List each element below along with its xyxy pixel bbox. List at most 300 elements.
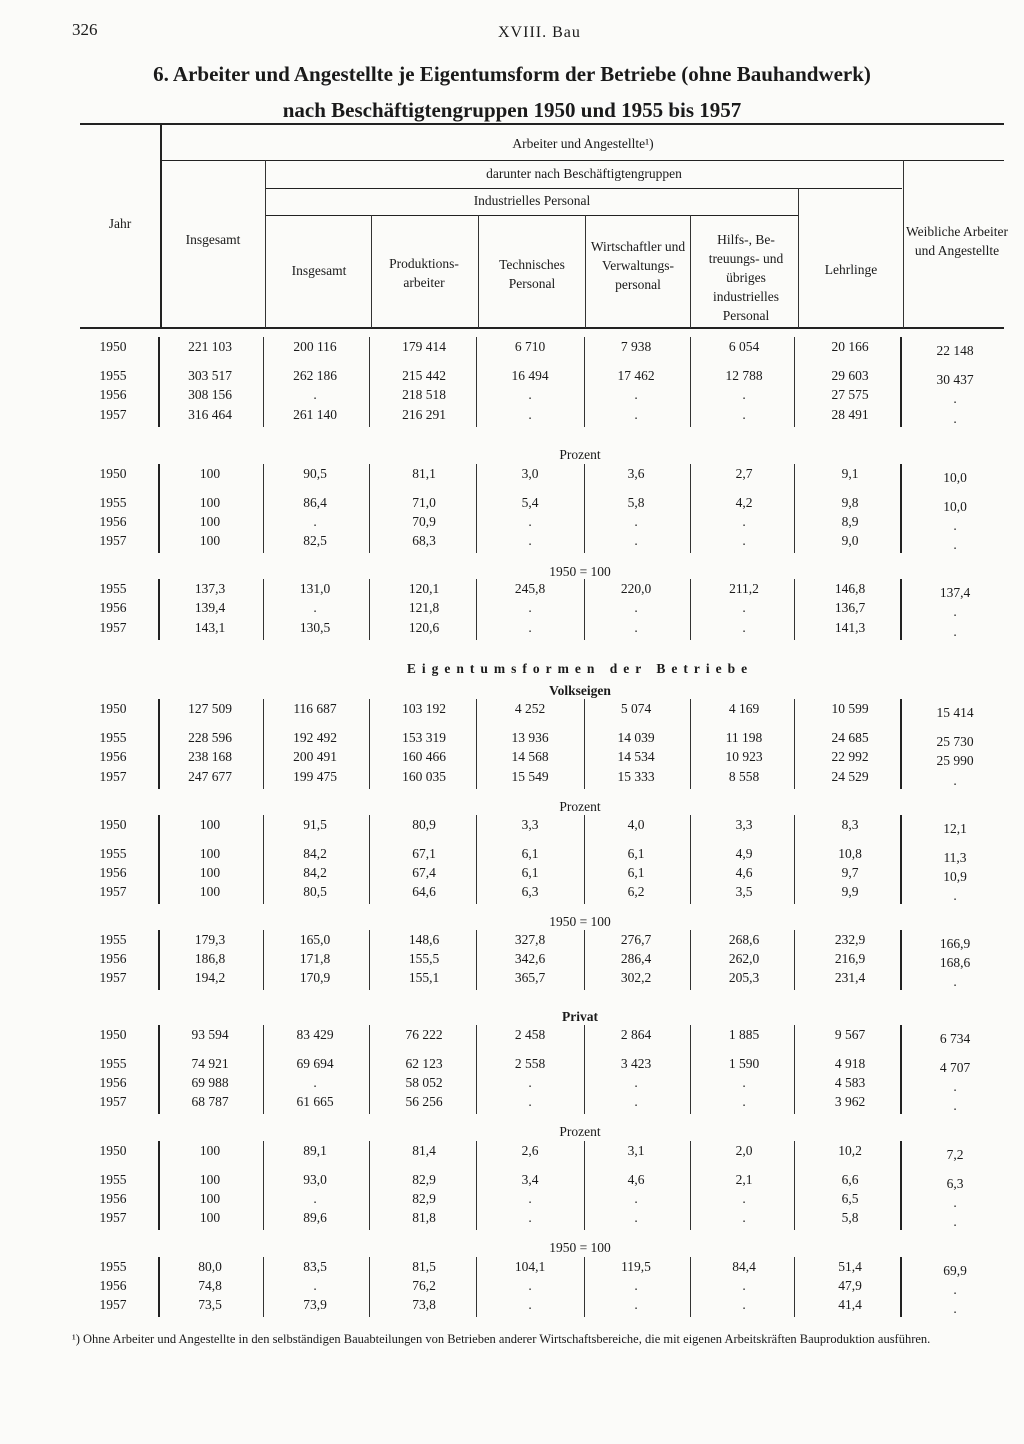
table-cell: 221 103 bbox=[188, 339, 232, 354]
table-cell: 4,6 bbox=[627, 1172, 645, 1187]
table-cell: 100 bbox=[199, 846, 221, 861]
table-cell: 9,1 bbox=[841, 466, 859, 481]
column-divider bbox=[794, 1257, 795, 1317]
table-cell: 10,9 bbox=[943, 869, 967, 884]
table-cell: . bbox=[528, 533, 532, 548]
table-cell: 100 bbox=[199, 817, 221, 832]
column-divider bbox=[263, 1141, 264, 1230]
table-cell: 286,4 bbox=[620, 951, 652, 966]
table-cell: . bbox=[634, 533, 638, 548]
table-cell: . bbox=[953, 624, 957, 639]
table-cell: 171,8 bbox=[299, 951, 331, 966]
table-cell: 6,3 bbox=[521, 884, 539, 899]
table-cell: 3,1 bbox=[627, 1143, 645, 1158]
section-label: Prozent bbox=[559, 447, 601, 462]
table-cell: 127 509 bbox=[188, 701, 232, 716]
column-divider bbox=[476, 930, 477, 990]
table-cell: 9 567 bbox=[834, 1027, 866, 1042]
column-divider bbox=[158, 1257, 160, 1317]
table-cell: 28 491 bbox=[831, 407, 869, 422]
table-cell: 15 414 bbox=[936, 705, 974, 720]
table-cell: 8,9 bbox=[841, 514, 859, 529]
row-year: 1955 bbox=[99, 581, 127, 596]
page-number: 326 bbox=[72, 20, 98, 39]
table-cell: 89,6 bbox=[303, 1210, 327, 1225]
table-cell: . bbox=[634, 1297, 638, 1312]
row-year: 1957 bbox=[99, 884, 127, 899]
table-cell: 247 677 bbox=[188, 769, 232, 784]
table-cell: . bbox=[742, 1297, 746, 1312]
ownership-heading: Eigentumsformen der Betriebe bbox=[406, 661, 754, 676]
header-group: Arbeiter und Angestellte¹) bbox=[512, 136, 654, 151]
column-divider bbox=[900, 815, 902, 904]
table-cell: 218 518 bbox=[402, 387, 446, 402]
table-cell: 168,6 bbox=[939, 955, 971, 970]
table-cell: 30 437 bbox=[936, 372, 974, 387]
row-year: 1957 bbox=[99, 407, 127, 422]
table-cell: . bbox=[953, 1301, 957, 1316]
table-cell: . bbox=[953, 537, 957, 552]
table-cell: . bbox=[528, 1297, 532, 1312]
table-cell: . bbox=[953, 1079, 957, 1094]
table-cell: 51,4 bbox=[838, 1259, 862, 1274]
table-cell: 14 534 bbox=[617, 749, 655, 764]
column-divider bbox=[263, 579, 264, 640]
table-cell: 186,8 bbox=[194, 951, 226, 966]
table-cell: 24 529 bbox=[831, 769, 869, 784]
row-year: 1955 bbox=[99, 368, 127, 383]
table-cell: 120,6 bbox=[408, 620, 440, 635]
table-cell: 194,2 bbox=[194, 970, 226, 985]
column-divider bbox=[900, 1141, 902, 1230]
table-cell: 6 734 bbox=[939, 1031, 971, 1046]
table-cell: 4,2 bbox=[735, 495, 753, 510]
table-cell: 245,8 bbox=[514, 581, 546, 596]
table-cell: 165,0 bbox=[299, 932, 331, 947]
header-lehrlinge: Lehrlinge bbox=[824, 262, 878, 277]
table-cell: 84,2 bbox=[303, 865, 327, 880]
table-cell: 166,9 bbox=[939, 936, 971, 951]
table-cell: 89,1 bbox=[303, 1143, 327, 1158]
table-cell: 216,9 bbox=[834, 951, 866, 966]
table-cell: 261 140 bbox=[293, 407, 337, 422]
table-cell: 276,7 bbox=[620, 932, 652, 947]
table-cell: 120,1 bbox=[408, 581, 440, 596]
table-cell: 7,2 bbox=[946, 1147, 964, 1162]
table-cell: 9,7 bbox=[841, 865, 859, 880]
table-cell: . bbox=[953, 518, 957, 533]
column-divider bbox=[794, 1025, 795, 1114]
column-divider bbox=[584, 337, 585, 427]
table-cell: . bbox=[634, 1191, 638, 1206]
table-cell: 2,0 bbox=[735, 1143, 753, 1158]
table-cell: 100 bbox=[199, 1210, 221, 1225]
table-cell: 200 491 bbox=[293, 749, 337, 764]
table-cell: 25 990 bbox=[936, 753, 974, 768]
table-cell: 6 054 bbox=[728, 339, 760, 354]
table-cell: 10 599 bbox=[831, 701, 869, 716]
table-cell: 2,1 bbox=[735, 1172, 753, 1187]
hdr-vline-2 bbox=[265, 160, 266, 328]
table-cell: . bbox=[953, 1195, 957, 1210]
column-divider bbox=[690, 930, 691, 990]
column-divider bbox=[476, 1257, 477, 1317]
table-cell: . bbox=[742, 1094, 746, 1109]
table-cell: 155,1 bbox=[408, 970, 440, 985]
hdr-vline-1 bbox=[160, 125, 162, 329]
table-cell: 179 414 bbox=[402, 339, 446, 354]
column-divider bbox=[476, 815, 477, 904]
table-cell: 100 bbox=[199, 514, 221, 529]
table-cell: 170,9 bbox=[299, 970, 331, 985]
column-divider bbox=[263, 464, 264, 553]
table-cell: 69 988 bbox=[191, 1075, 229, 1090]
table-cell: 86,4 bbox=[303, 495, 327, 510]
column-divider bbox=[900, 699, 902, 789]
table-cell: 91,5 bbox=[303, 817, 327, 832]
table-cell: 100 bbox=[199, 884, 221, 899]
table-cell: 136,7 bbox=[834, 600, 866, 615]
table-cell: 76 222 bbox=[405, 1027, 443, 1042]
table-cell: 24 685 bbox=[831, 730, 869, 745]
header-industriell: Industrielles Personal bbox=[473, 193, 591, 208]
table-cell: 6,1 bbox=[521, 865, 539, 880]
column-divider bbox=[690, 337, 691, 427]
table-cell: 155,5 bbox=[408, 951, 440, 966]
table-cell: 64,6 bbox=[412, 884, 436, 899]
table-cell: . bbox=[528, 1210, 532, 1225]
table-cell: 67,1 bbox=[412, 846, 436, 861]
column-divider bbox=[584, 1257, 585, 1317]
table-cell: . bbox=[953, 888, 957, 903]
column-divider bbox=[794, 337, 795, 427]
table-cell: . bbox=[528, 387, 532, 402]
table-cell: 220,0 bbox=[620, 581, 652, 596]
table-cell: 80,9 bbox=[412, 817, 436, 832]
table-cell: 2,6 bbox=[521, 1143, 539, 1158]
column-divider bbox=[690, 464, 691, 553]
table-cell: 231,4 bbox=[834, 970, 866, 985]
table-cell: 100 bbox=[199, 1143, 221, 1158]
table-cell: . bbox=[313, 387, 317, 402]
top-rule bbox=[80, 123, 1004, 125]
table-cell: 199 475 bbox=[293, 769, 337, 784]
column-divider bbox=[584, 1141, 585, 1230]
table-cell: 119,5 bbox=[621, 1259, 651, 1274]
table-cell: . bbox=[742, 514, 746, 529]
table-cell: 3,3 bbox=[735, 817, 753, 832]
table-cell: 10,2 bbox=[838, 1143, 862, 1158]
table-cell: . bbox=[313, 1278, 317, 1293]
table-cell: 82,9 bbox=[412, 1172, 436, 1187]
table-cell: . bbox=[528, 1278, 532, 1293]
table-cell: . bbox=[528, 620, 532, 635]
table-title-line2: nach Beschäftigtengruppen 1950 und 1955 bis 1957 bbox=[282, 98, 742, 122]
column-divider bbox=[584, 464, 585, 553]
table-cell: 100 bbox=[199, 495, 221, 510]
table-cell: 5,8 bbox=[841, 1210, 859, 1225]
table-cell: . bbox=[313, 600, 317, 615]
table-cell: . bbox=[634, 1210, 638, 1225]
column-divider bbox=[794, 815, 795, 904]
table-cell: 121,8 bbox=[408, 600, 440, 615]
row-year: 1957 bbox=[99, 970, 127, 985]
column-divider bbox=[690, 1257, 691, 1317]
column-divider bbox=[584, 579, 585, 640]
table-cell: 68 787 bbox=[191, 1094, 229, 1109]
column-divider bbox=[369, 699, 370, 789]
table-cell: . bbox=[313, 1191, 317, 1206]
table-cell: . bbox=[742, 387, 746, 402]
row-year: 1955 bbox=[99, 730, 127, 745]
table-cell: 10,8 bbox=[838, 846, 862, 861]
table-cell: 160 466 bbox=[402, 749, 446, 764]
header-produktion: Produktions- arbeiter bbox=[389, 256, 459, 290]
table-cell: 131,0 bbox=[299, 581, 331, 596]
section-label: Prozent bbox=[559, 799, 601, 814]
header-jahr: Jahr bbox=[108, 216, 132, 231]
table-cell: 70,9 bbox=[412, 514, 436, 529]
column-divider bbox=[584, 699, 585, 789]
hdr-vline-3 bbox=[371, 215, 372, 328]
column-divider bbox=[900, 1025, 902, 1114]
column-divider bbox=[369, 1141, 370, 1230]
table-cell: 6,2 bbox=[627, 884, 645, 899]
hdr-vline-5 bbox=[585, 215, 586, 328]
header-bottom-rule bbox=[80, 327, 1004, 329]
table-cell: 73,5 bbox=[198, 1297, 222, 1312]
table-cell: 228 596 bbox=[188, 730, 232, 745]
chapter-title: XVIII. Bau bbox=[498, 24, 581, 41]
table-cell: 74 921 bbox=[191, 1056, 229, 1071]
column-divider bbox=[263, 930, 264, 990]
column-divider bbox=[476, 337, 477, 427]
column-divider bbox=[476, 1025, 477, 1114]
table-cell: 81,1 bbox=[412, 466, 436, 481]
table-cell: 302,2 bbox=[620, 970, 652, 985]
header-insgesamt: Insgesamt bbox=[185, 232, 241, 247]
row-year: 1955 bbox=[99, 846, 127, 861]
table-cell: 2 458 bbox=[514, 1027, 546, 1042]
row-year: 1957 bbox=[99, 1210, 127, 1225]
section-label: Volkseigen bbox=[549, 683, 611, 698]
row-year: 1955 bbox=[99, 1172, 127, 1187]
hdr-vline-4 bbox=[478, 215, 479, 328]
table-cell: 104,1 bbox=[514, 1259, 546, 1274]
table-cell: 47,9 bbox=[838, 1278, 862, 1293]
table-cell: 137,3 bbox=[194, 581, 226, 596]
row-year: 1956 bbox=[99, 600, 127, 615]
table-cell: 14 568 bbox=[511, 749, 549, 764]
table-cell: 84,4 bbox=[732, 1259, 756, 1274]
column-divider bbox=[158, 579, 160, 640]
rule-industriell bbox=[266, 215, 798, 216]
table-cell: 4 169 bbox=[728, 701, 760, 716]
column-divider bbox=[584, 1025, 585, 1114]
row-year: 1957 bbox=[99, 769, 127, 784]
table-cell: 3,4 bbox=[521, 1172, 539, 1187]
table-cell: 5,8 bbox=[627, 495, 645, 510]
column-divider bbox=[794, 930, 795, 990]
table-title-line1: 6. Arbeiter und Angestellte je Eigentumsform der Betriebe (ohne Bauhandwerk) bbox=[153, 62, 871, 86]
rule-group bbox=[162, 160, 1004, 161]
table-cell: 3,3 bbox=[521, 817, 539, 832]
row-year: 1957 bbox=[99, 533, 127, 548]
column-divider bbox=[690, 815, 691, 904]
table-cell: . bbox=[742, 533, 746, 548]
table-cell: 29 603 bbox=[831, 368, 869, 383]
table-cell: 76,2 bbox=[412, 1278, 436, 1293]
table-cell: 6 710 bbox=[514, 339, 546, 354]
table-cell: 4,9 bbox=[735, 846, 753, 861]
table-cell: 3,0 bbox=[521, 466, 539, 481]
table-cell: 13 936 bbox=[511, 730, 549, 745]
table-cell: 14 039 bbox=[617, 730, 655, 745]
table-cell: 8 558 bbox=[728, 769, 760, 784]
column-divider bbox=[690, 1025, 691, 1114]
hdr-vline-8 bbox=[903, 160, 904, 328]
row-year: 1956 bbox=[99, 1191, 127, 1206]
table-cell: 211,2 bbox=[729, 581, 759, 596]
table-cell: 6,3 bbox=[946, 1176, 964, 1191]
row-year: 1955 bbox=[99, 495, 127, 510]
table-cell: 90,5 bbox=[303, 466, 327, 481]
table-cell: 4 252 bbox=[514, 701, 546, 716]
table-cell: 6,1 bbox=[521, 846, 539, 861]
table-cell: 2 864 bbox=[620, 1027, 652, 1042]
row-year: 1955 bbox=[99, 1056, 127, 1071]
row-year: 1956 bbox=[99, 865, 127, 880]
table-cell: . bbox=[742, 620, 746, 635]
table-cell: . bbox=[742, 600, 746, 615]
table-cell: . bbox=[634, 387, 638, 402]
table-cell: 16 494 bbox=[511, 368, 549, 383]
table-cell: . bbox=[313, 514, 317, 529]
table-cell: 74,8 bbox=[198, 1278, 222, 1293]
table-cell: 262,0 bbox=[728, 951, 760, 966]
table-cell: 15 549 bbox=[511, 769, 549, 784]
row-year: 1950 bbox=[99, 339, 127, 354]
column-divider bbox=[158, 464, 160, 553]
table-cell: 22 992 bbox=[831, 749, 869, 764]
table-cell: 58 052 bbox=[405, 1075, 443, 1090]
table-cell: 93,0 bbox=[303, 1172, 327, 1187]
table-cell: 215 442 bbox=[402, 368, 446, 383]
column-divider bbox=[369, 1025, 370, 1114]
table-cell: . bbox=[742, 1075, 746, 1090]
table-cell: . bbox=[634, 600, 638, 615]
header-hilfs: Hilfs-, Be- treuungs- und übriges industrielles Personal bbox=[708, 232, 784, 323]
table-cell: 81,5 bbox=[412, 1259, 436, 1274]
row-year: 1950 bbox=[99, 701, 127, 716]
table-cell: 6,1 bbox=[627, 846, 645, 861]
table-cell: 327,8 bbox=[514, 932, 546, 947]
table-cell: 2,7 bbox=[735, 466, 753, 481]
table-cell: 130,5 bbox=[299, 620, 331, 635]
column-divider bbox=[158, 930, 160, 990]
table-cell: 316 464 bbox=[188, 407, 232, 422]
table-cell: 200 116 bbox=[293, 339, 337, 354]
table-cell: . bbox=[742, 1210, 746, 1225]
table-cell: 67,4 bbox=[412, 865, 436, 880]
column-divider bbox=[690, 579, 691, 640]
row-year: 1955 bbox=[99, 932, 127, 947]
table-cell: . bbox=[634, 1075, 638, 1090]
column-divider bbox=[794, 1141, 795, 1230]
table-cell: 116 687 bbox=[293, 701, 337, 716]
table-cell: 4,6 bbox=[735, 865, 753, 880]
table-cell: 93 594 bbox=[191, 1027, 229, 1042]
table-cell: . bbox=[528, 1191, 532, 1206]
table-cell: 262 186 bbox=[293, 368, 337, 383]
table-cell: 3 962 bbox=[834, 1094, 866, 1109]
table-cell: 205,3 bbox=[728, 970, 760, 985]
table-cell: 2 558 bbox=[514, 1056, 546, 1071]
table-cell: . bbox=[742, 407, 746, 422]
row-year: 1950 bbox=[99, 1143, 127, 1158]
table-cell: 9,0 bbox=[841, 533, 859, 548]
table-cell: 160 035 bbox=[402, 769, 446, 784]
table-cell: . bbox=[528, 1075, 532, 1090]
column-divider bbox=[900, 930, 902, 990]
row-year: 1956 bbox=[99, 1075, 127, 1090]
table-cell: . bbox=[953, 1282, 957, 1297]
table-cell: 71,0 bbox=[412, 495, 436, 510]
table-cell: 141,3 bbox=[834, 620, 866, 635]
section-label: Privat bbox=[562, 1009, 598, 1024]
table-cell: . bbox=[953, 1098, 957, 1113]
row-year: 1957 bbox=[99, 620, 127, 635]
header-ind-insgesamt: Insgesamt bbox=[291, 263, 347, 278]
table-cell: 80,5 bbox=[303, 884, 327, 899]
table-cell: 4 918 bbox=[834, 1056, 866, 1071]
table-cell: . bbox=[634, 407, 638, 422]
hdr-vline-6 bbox=[690, 215, 691, 328]
table-cell: 342,6 bbox=[514, 951, 546, 966]
table-cell: . bbox=[634, 1094, 638, 1109]
section-label: 1950 = 100 bbox=[549, 1240, 611, 1255]
column-divider bbox=[158, 1141, 160, 1230]
column-divider bbox=[794, 699, 795, 789]
table-cell: 11 198 bbox=[725, 730, 763, 745]
table-cell: . bbox=[528, 600, 532, 615]
column-divider bbox=[158, 337, 160, 427]
table-cell: 82,9 bbox=[412, 1191, 436, 1206]
table-cell: 139,4 bbox=[194, 600, 226, 615]
table-cell: . bbox=[742, 1191, 746, 1206]
table-cell: . bbox=[313, 1075, 317, 1090]
table-cell: 100 bbox=[199, 466, 221, 481]
table-cell: 3 423 bbox=[620, 1056, 652, 1071]
table-cell: 73,9 bbox=[303, 1297, 327, 1312]
table-cell: 100 bbox=[199, 865, 221, 880]
column-divider bbox=[369, 1257, 370, 1317]
column-divider bbox=[158, 699, 160, 789]
table-cell: 7 938 bbox=[620, 339, 652, 354]
row-year: 1950 bbox=[99, 817, 127, 832]
column-divider bbox=[584, 815, 585, 904]
column-divider bbox=[476, 1141, 477, 1230]
table-cell: 238 168 bbox=[188, 749, 232, 764]
table-cell: 308 156 bbox=[188, 387, 232, 402]
table-cell: 22 148 bbox=[936, 343, 974, 358]
table-cell: . bbox=[634, 1278, 638, 1293]
header-weiblich: Weibliche Arbeiter und Angestellte bbox=[906, 224, 1008, 258]
column-divider bbox=[584, 930, 585, 990]
section-label: 1950 = 100 bbox=[549, 914, 611, 929]
table-cell: 83 429 bbox=[296, 1027, 334, 1042]
table-cell: 146,8 bbox=[834, 581, 866, 596]
